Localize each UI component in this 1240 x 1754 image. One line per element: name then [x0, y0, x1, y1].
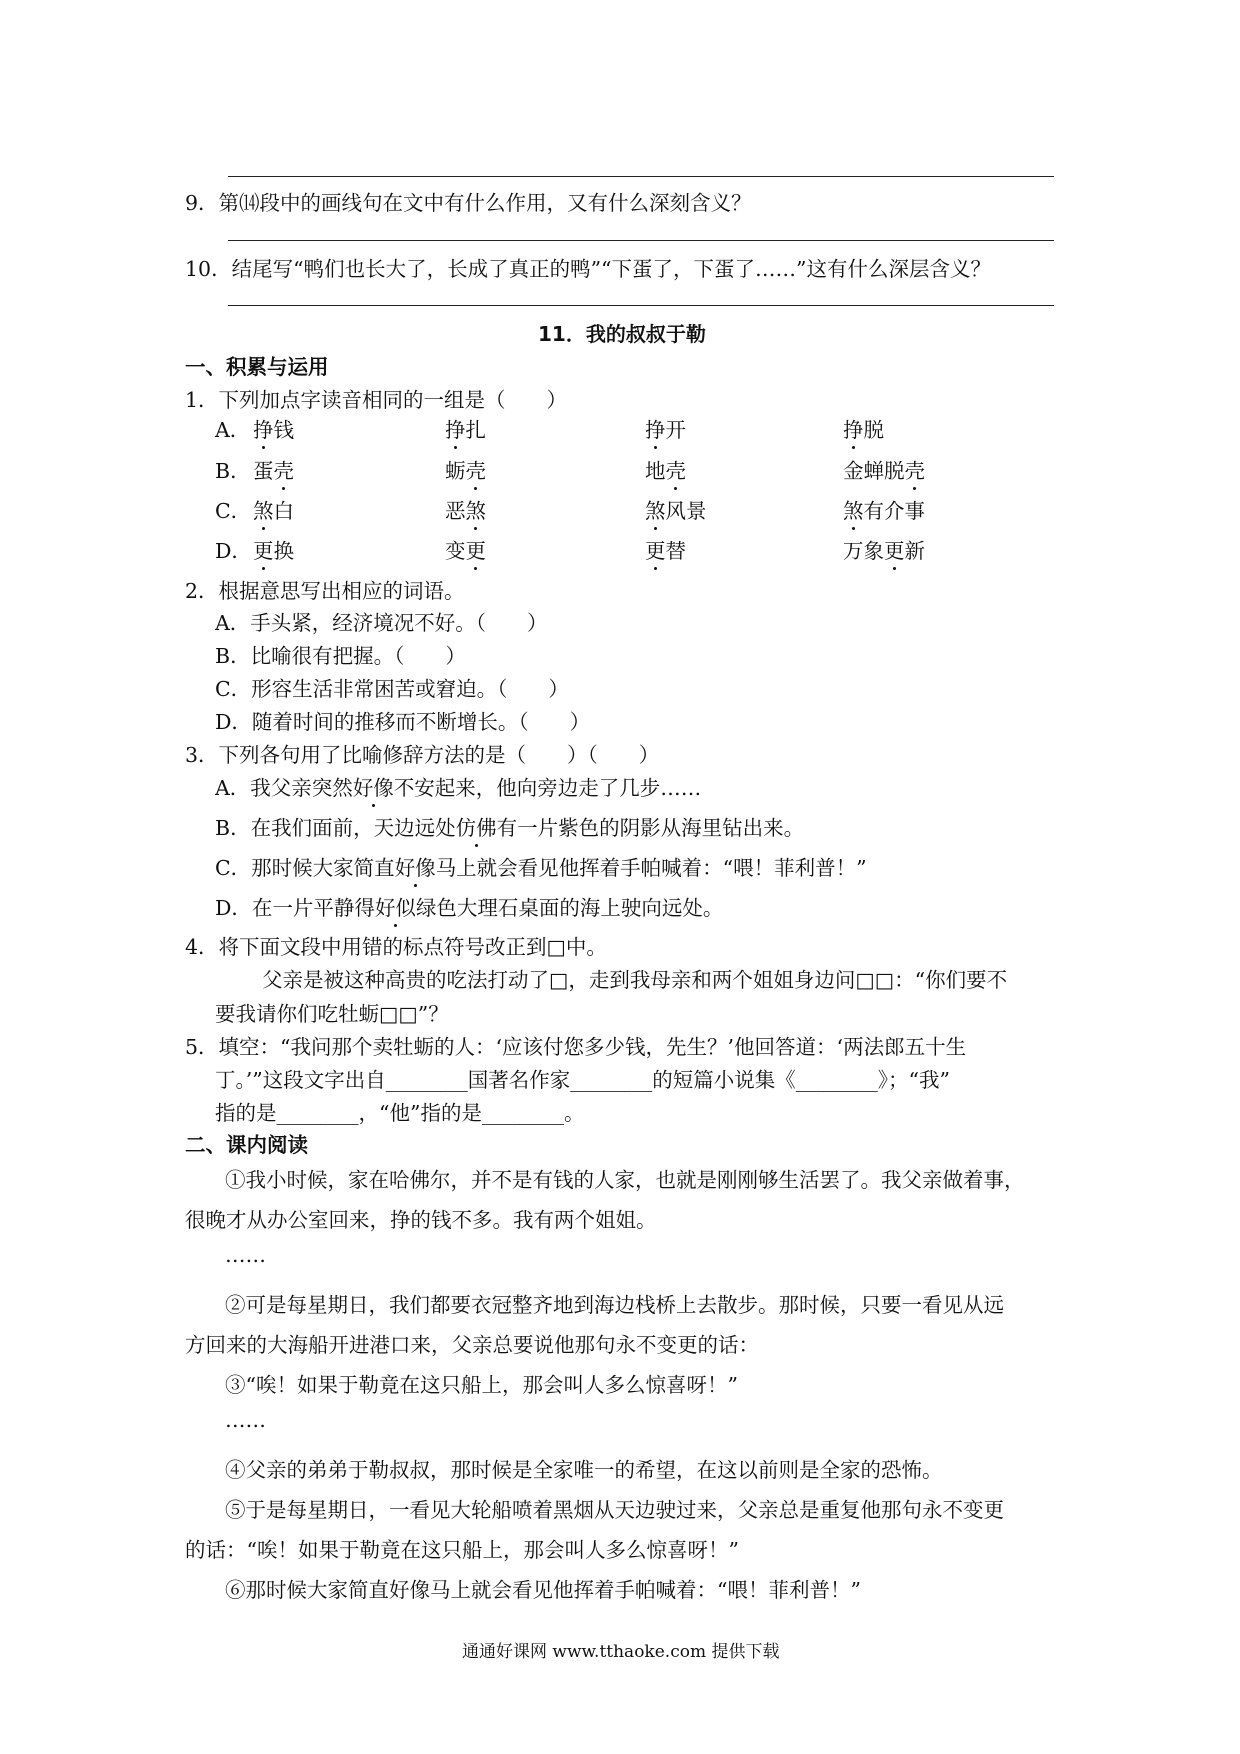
question-1-option-word: [253, 534, 294, 564]
dotted-character: 壳: [904, 459, 925, 483]
word-part: 蛋: [253, 459, 274, 483]
question-1-option-word: [645, 454, 686, 484]
option-text: 不安起来，他向旁边走了几步……: [393, 776, 702, 800]
option-text: 绿色大理石桌面的海上驶向远处。: [415, 896, 724, 920]
word-part: 恶: [445, 499, 466, 523]
question-3-option-c: [215, 851, 867, 881]
word-part: 有介事: [863, 499, 925, 523]
option-text: B．在我们面前，天边远处: [215, 816, 456, 840]
word-part: 脱: [863, 418, 884, 442]
paragraph-4: ④父亲的弟弟于勒叔叔，那时候是全家唯一的希望，在这以前则是全家的恐怖。: [225, 1458, 943, 1482]
dotted-character: 煞: [253, 499, 274, 523]
dotted-character: 挣: [445, 418, 466, 442]
dotted-character: 更: [465, 539, 486, 563]
dotted-character: 挣: [253, 418, 274, 442]
question-5-line-1: 5．填空：“我问那个卖牡蛎的人：‘应该付您多少钱，先生？’他回答道：‘两法郎五十生: [185, 1035, 967, 1059]
question-1-option-word: [843, 413, 884, 443]
question-1-option-word: [645, 534, 686, 564]
question-2-option-b: B．比喻很有把握。（ ）: [215, 644, 466, 668]
word-part: 金蝉脱: [843, 459, 905, 483]
question-1-option-word: [843, 494, 925, 524]
word-part: 新: [904, 539, 925, 563]
dotted-character: 更: [645, 539, 666, 563]
question-3-stem: 3．下列各句用了比喻修辞方法的是（ ）（ ）: [185, 743, 660, 767]
option-text: A．我父亲突然: [215, 776, 353, 800]
dotted-word: 好似: [374, 896, 416, 920]
dotted-character: 更: [253, 539, 274, 563]
dotted-character: 更: [884, 539, 905, 563]
question-4-passage-line-1: 父亲是被这种高贵的吃法打动了□，走到我母亲和两个姐姐身边问□□：“你们要不: [262, 968, 1008, 992]
ellipsis: ……: [225, 1408, 266, 1432]
lesson-title: 11．我的叔叔于勒: [538, 322, 706, 346]
paragraph-1-line-1: ①我小时候，家在哈佛尔，并不是有钱的人家，也就是刚刚够生活罢了。我父亲做着事，: [225, 1168, 1025, 1192]
question-1-option-word: [253, 413, 294, 443]
option-text: C．那时候大家简直: [215, 856, 395, 880]
question-1-option-label: A．: [215, 418, 251, 442]
question-3-option-d: [215, 891, 723, 921]
dotted-character: 壳: [273, 459, 294, 483]
question-3-option-b: [215, 811, 804, 841]
question-2-option-d: D．随着时间的推移而不断增长。（ ）: [215, 710, 591, 734]
question-5-line-3: 指的是________，“他”指的是________。: [215, 1101, 585, 1125]
word-part: 换: [273, 539, 294, 563]
word-part: 变: [445, 539, 466, 563]
question-1-option-word: [445, 534, 486, 564]
dotted-word: 仿佛: [455, 816, 497, 840]
paragraph-5-line-1: ⑤于是每星期日，一看见大轮船喷着黑烟从天边驶过来，父亲总是重复他那句永不变更: [225, 1498, 1004, 1522]
word-part: 蛎: [445, 459, 466, 483]
word-part: 钱: [273, 418, 294, 442]
word-part: 扎: [465, 418, 486, 442]
question-1-option-label: B．: [215, 459, 251, 483]
word-part: 万象: [843, 539, 884, 563]
question-1-option-word: [445, 494, 486, 524]
question-1-option-word: [445, 454, 486, 484]
dotted-character: 壳: [465, 459, 486, 483]
question-1-option-word: [645, 494, 707, 524]
question-1-option-word: [445, 413, 486, 443]
word-part: 替: [665, 539, 686, 563]
question-10: 10．结尾写“鸭们也长大了，长成了真正的鸭”“下蛋了，下蛋了……”这有什么深层含义？: [185, 257, 992, 281]
word-part: 地: [645, 459, 666, 483]
question-1-stem: 1．下列加点字读音相同的一组是（ ）: [185, 388, 568, 412]
paragraph-2-line-1: ②可是每星期日，我们都要衣冠整齐地到海边栈桥上去散步。那时候，只要一看见从远: [225, 1293, 1004, 1317]
question-3-option-a: [215, 771, 701, 801]
dotted-character: 煞: [645, 499, 666, 523]
page-footer: 通通好课网 www.tthaoke.com 提供下载: [462, 1642, 780, 1662]
option-text: D．在一片平静得: [215, 896, 375, 920]
word-part: 开: [665, 418, 686, 442]
answer-line: [228, 176, 1054, 177]
question-1-option-word: [253, 454, 294, 484]
question-5-line-2: 丁。’”这段文字出自________国著名作家________的短篇小说集《________》；“我”: [215, 1068, 950, 1092]
question-9: 9．第⒁段中的画线句在文中有什么作用，又有什么深刻含义？: [185, 191, 752, 215]
dotted-word: 好像: [394, 856, 436, 880]
question-2-stem: 2．根据意思写出相应的词语。: [185, 579, 465, 603]
dotted-character: 挣: [843, 418, 864, 442]
section-heading-1: 一、积累与运用: [185, 355, 329, 379]
paragraph-6: ⑥那时候大家简直好像马上就会看见他挥着手帕喊着：“喂！菲利普！”: [225, 1578, 861, 1602]
question-4-stem: 4．将下面文段中用错的标点符号改正到□中。: [185, 935, 607, 959]
section-heading-2: 二、课内阅读: [185, 1133, 308, 1157]
answer-line: [228, 305, 1054, 306]
paragraph-1-line-2: 很晚才从办公室回来，挣的钱不多。我有两个姐姐。: [185, 1208, 657, 1232]
dotted-character: 挣: [645, 418, 666, 442]
question-1-option-word: [843, 454, 925, 484]
question-1-option-word: [253, 494, 294, 524]
question-1-option-word: [843, 534, 925, 564]
ellipsis: ……: [225, 1243, 266, 1267]
option-text: 有一片紫色的阴影从海里钻出来。: [496, 816, 805, 840]
dotted-word: 好像: [352, 776, 394, 800]
dotted-character: 壳: [665, 459, 686, 483]
paragraph-2-line-2: 方回来的大海船开进港口来，父亲总要说他那句永不变更的话：: [185, 1333, 759, 1357]
dotted-character: 煞: [465, 499, 486, 523]
question-1-option-word: [645, 413, 686, 443]
answer-line: [228, 240, 1054, 241]
option-text: 马上就会看见他挥着手帕喊着：“喂！菲利普！”: [435, 856, 867, 880]
dotted-character: 煞: [843, 499, 864, 523]
question-4-passage-line-2: 要我请你们吃牡蛎□□”？: [215, 1002, 449, 1026]
paragraph-3: ③“唉！如果于勒竟在这只船上，那会叫人多么惊喜呀！”: [225, 1373, 738, 1397]
question-2-option-c: C．形容生活非常困苦或窘迫。（ ）: [215, 677, 569, 701]
paragraph-5-line-2: 的话：“唉！如果于勒竟在这只船上，那会叫人多么惊喜呀！”: [185, 1538, 739, 1562]
word-part: 白: [273, 499, 294, 523]
question-1-option-label: D．: [215, 539, 252, 563]
word-part: 风景: [665, 499, 707, 523]
question-1-option-label: C．: [215, 499, 252, 523]
question-2-option-a: A．手头紧，经济境况不好。（ ）: [215, 611, 548, 635]
